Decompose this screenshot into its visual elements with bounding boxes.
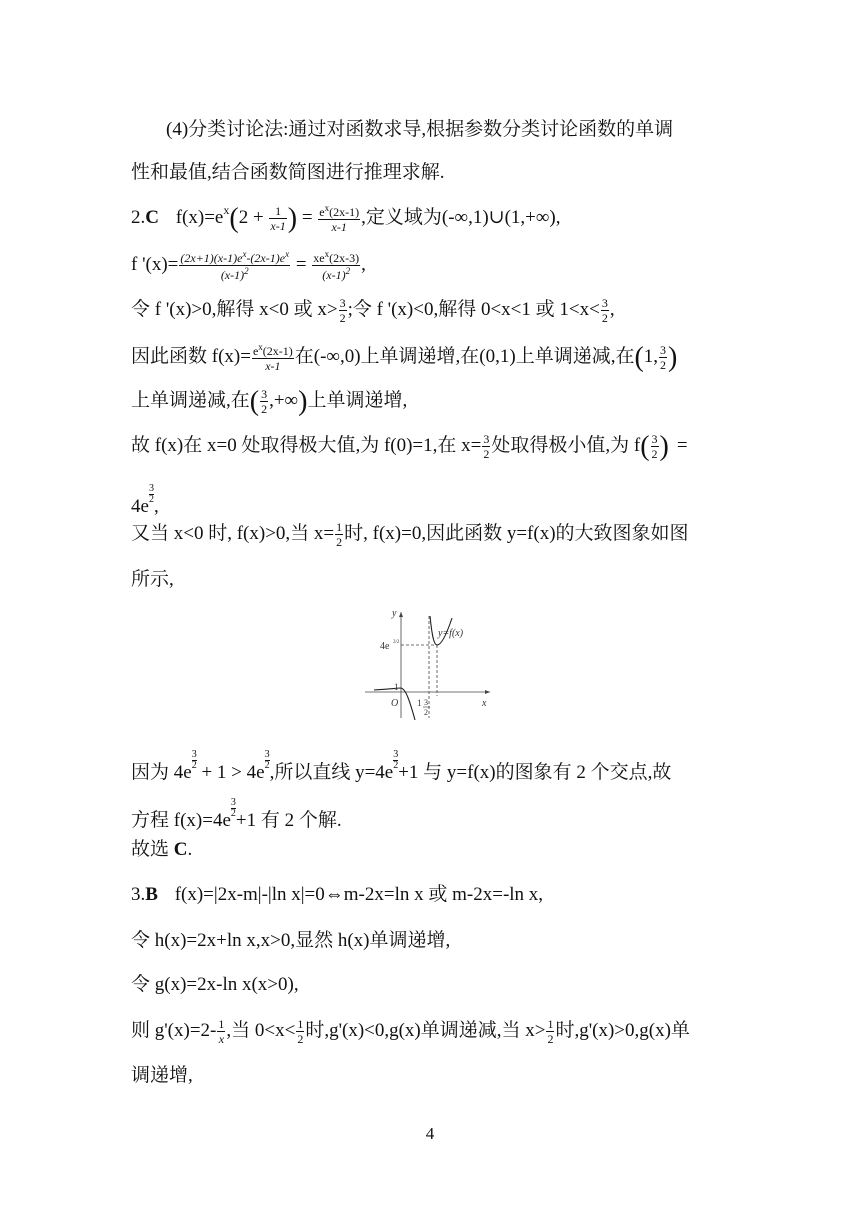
line-12-text-c: ,所以直线 y=4e [269,762,394,783]
line-1-text: (4)分类讨论法:通过对函数求导,根据参数分类讨论函数的单调 [166,119,674,140]
line-12-text-a: 因为 4e [131,762,192,783]
line-5-text-a: 令 f '(x)>0,解得 x<0 或 x> [131,298,338,320]
text-line-14: 故选 C. [131,839,193,860]
derivative-line: f '(x)= $\frac{(2x+1)(x-1)e^x-(2x-1)e^x}{(x-1)^2}$ = $\frac{xe^x(2x-3)}{(x-1)^2}$ , [131,249,366,282]
q2-frac-fx: $\frac{e^x(2x-1)}{x-1}$ [319,203,360,235]
line-5-text-b: ;令 f '(x)<0,解得 0<x<1 或 1<x< [347,298,600,320]
exp-frac-3-2: $\frac{3}{2}$ [148,483,154,505]
frac-3-2: $\frac{3}{2}$ [651,432,658,462]
q2-frac-fx-num: $e^x(2x-1)$ [319,203,360,220]
text-line-9: 4e $\frac{3}{2}$ , [131,483,159,517]
line-6-text-b: 在(-∞,0)上单调递增,在(0,1)上单调递减,在 [294,345,635,367]
text-line-1 [166,120,673,139]
origin-label: O [391,698,399,709]
line-13-text-b: +1 有 2 个解. [235,810,342,831]
line-13-text-a: 方程 f(x)=4e [131,810,231,831]
x-tick-32-den: 2 [424,708,428,717]
question-3-number: 3. [131,884,146,905]
frac-3-2: $\frac{3}{2}$ [339,296,346,325]
text-line-16 [131,931,450,950]
frac-3-2: $\frac{3}{2}$ [261,387,268,417]
derivative-frac-1: $\frac{(2x+1)(x-1)e^x-(2x-1)e^x}{(x-1)^2}$ [180,249,290,282]
derivative-frac-2: $\frac{xe^x(2x-3)}{(x-1)^2}$ [313,249,360,282]
derivative-equals: = [295,253,307,275]
page-number: 4 [425,1124,435,1143]
q3-text: f(x)=|2x-m|-|ln x|=0⇔m-2x=ln x 或 m-2x=-ln x, [174,884,544,905]
line-14-answer: C [173,839,188,860]
line-17-text: 令 g(x)=2x-ln x(x>0), [131,974,299,995]
text-line-11 [131,570,174,589]
q2-lparen: ( [229,203,239,234]
line-18-text-b: ,当 0<x< [226,1019,296,1041]
line-12-text-b: + 1 > 4e [201,762,265,783]
x-axis-label: x [482,698,487,709]
question-2-number: 2. [131,207,146,228]
q2-rparen: ) [287,203,298,234]
text-line-2 [131,163,445,182]
text-line-17 [131,975,299,994]
line-10-text-a: 又当 x<0 时, f(x)>0,当 x= [131,522,335,544]
line-8-text-a: 故 f(x)在 x=0 处取得极大值,为 f(0)=1,在 x= [131,435,482,456]
line-11-text: 所示, [131,569,174,590]
q2-two-plus: 2 + [238,207,264,228]
text-line-5: 令 f '(x)>0,解得 x<0 或 x> $\frac{3}{2}$ ;令 f '(x)<0,解得 0<x<1 或 1<x< $\frac{3}{2}$ , [131,296,615,325]
curve-label: y=f(x) [438,628,464,639]
line-19-text: 调递增, [131,1065,193,1086]
line-7-text-b: 上单调递增, [307,390,408,411]
q2-frac-1-over-x1: $\frac{1}{x-1}$ [270,204,286,234]
question-3-answer: B [145,884,158,905]
text-line-13: 方程 f(x)=4e $\frac{3}{2}$ +1 有 2 个解. [131,797,342,831]
line-16-text: 令 h(x)=2x+ln x,x>0,显然 h(x)单调递增, [131,930,451,951]
text-line-12: 因为 4e $\frac{3}{2}$ + 1 > 4e $\frac{3}{2}$ ,所以直线 y=4e $\frac{3}{2}$ +1 与 y=f(x)的图象有 2 个交点,故 [131,749,672,783]
frac-1-2: $\frac{1}{2}$ [336,520,343,549]
x-axis-arrow-icon [485,690,490,694]
question-2-line [131,204,561,233]
frac-3-2: $\frac{3}{2}$ [660,343,667,372]
y-axis-arrow-icon [399,612,403,617]
x-tick-32-num: 3 [424,698,428,707]
line-7-text-a: 上单调递减,在 [131,390,250,411]
line-10-text-b: 时, f(x)=0,因此函数 y=f(x)的大致图象如图 [344,522,689,544]
text-line-10 [131,521,689,548]
line-8-text-b: 处取得极小值,为 f [491,435,641,456]
frac-3-2: $\frac{3}{2}$ [601,296,608,325]
line-6-text-a: 因此函数 f(x)= [131,345,251,367]
derivative-label: f '(x)= [131,253,179,275]
text-line-6: 因此函数 f(x)= $\frac{e^x(2x-1)}{x-1}$ 在(-∞,0)上单调递增,在(0,1)上单调递减,在(1, $\frac{3}{2}$ ) [131,341,678,373]
q2-fx: f(x)=e [175,207,224,228]
frac-fx: $\frac{e^x(2x-1)}{x-1}$ [252,342,293,373]
frac-3-2: $\frac{3}{2}$ [483,432,490,462]
function-graph-figure [360,606,500,721]
y-tick-1: 1 [394,682,399,692]
y-tick-4e: 4e [380,641,390,652]
line-18-text-d: 时,g'(x)>0,g(x)单 [555,1019,690,1041]
q2-equals: = [301,207,313,228]
question-3-line [131,885,543,904]
frac-1-x: $\frac{1}{x}$ [218,1017,225,1046]
line-18-text-c: 时,g'(x)<0,g(x)单调递减,当 x> [305,1019,546,1041]
question-2-answer: C [145,207,159,228]
text-line-7: 上单调递减,在( $\frac{3}{2}$ ,+∞)上单调递增, [131,386,408,417]
text-line-18 [131,1018,690,1045]
y-axis-label: y [392,608,397,619]
q2-exp-x: x [223,203,230,217]
line-12-text-d: +1 与 y=f(x)的图象有 2 个交点,故 [398,762,672,783]
line-14-text-a: 故选 [131,839,174,860]
text-line-8: 故 f(x)在 x=0 处取得极大值,为 f(0)=1,在 x= $\frac{3}{2}$ 处取得极小值,为 f( $\frac{3}{2}$ ) = [131,431,688,462]
frac-1-2: $\frac{1}{2}$ [297,1017,304,1046]
line-2-text: 性和最值,结合函数简图进行推理求解. [131,162,445,183]
line-18-text-a: 则 g'(x)=2- [131,1019,217,1041]
frac-1-2: $\frac{1}{2}$ [547,1017,554,1046]
y-tick-4e-exponent: 3/2 [393,640,400,645]
text-line-19 [131,1066,193,1085]
x-tick-1: 1 [417,698,422,708]
q2-domain: ,定义域为(-∞,1)∪(1,+∞), [361,207,561,228]
line-9-text: 4e [131,496,149,517]
